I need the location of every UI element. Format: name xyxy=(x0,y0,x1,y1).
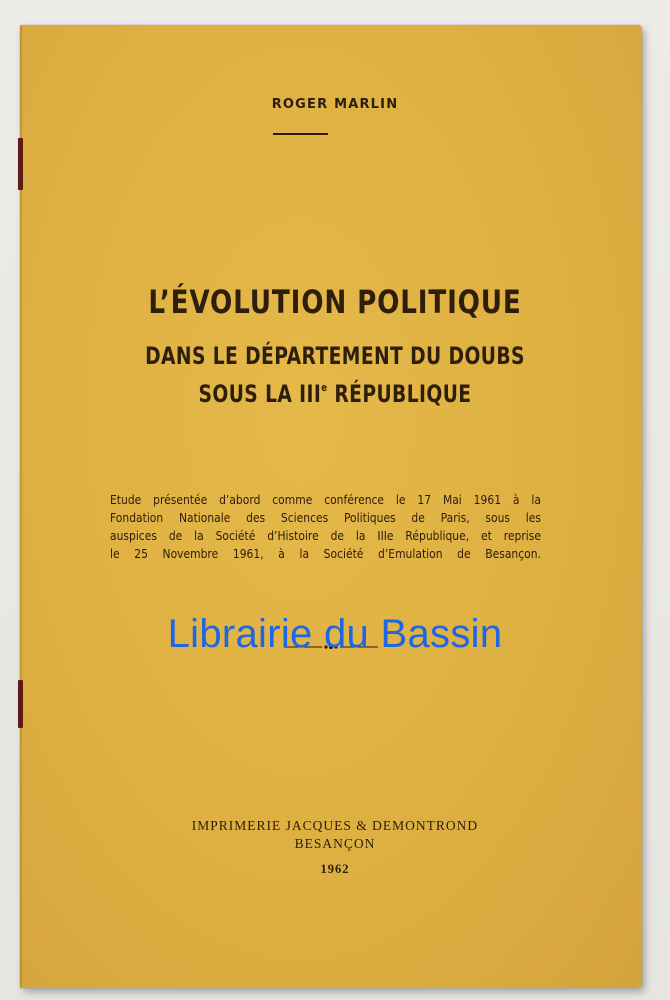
title-line-2: DANS LE DÉPARTEMENT DU DOUBS xyxy=(145,342,525,370)
description-line: Etude présentée d’abord comme conférence le 17 Mai 1961 à la xyxy=(110,492,541,507)
title-line-1: L’ÉVOLUTION POLITIQUE xyxy=(148,283,522,321)
staple-top xyxy=(18,138,23,190)
author-divider xyxy=(273,133,328,135)
title-line-3-pre: SOUS LA III xyxy=(198,380,322,408)
author-name: ROGER MARLIN xyxy=(271,97,399,112)
printer-city: BESANÇON xyxy=(294,836,376,851)
description-line: auspices de la Société d’Histoire de la IIIe République, et reprise xyxy=(110,528,541,543)
title-line-3-post: RÉPUBLIQUE xyxy=(327,380,472,408)
description xyxy=(110,491,542,563)
description-line: le 25 Novembre 1961, à la Société d’Emulation de Besançon. xyxy=(110,546,541,561)
title-line-3 xyxy=(74,380,597,408)
title-line-3-sup: e xyxy=(321,381,328,394)
staple-bottom xyxy=(18,680,23,728)
description-line: Fondation Nationale des Sciences Politiques de Paris, sous les xyxy=(110,510,541,525)
publication-year: 1962 xyxy=(320,862,350,876)
bookseller-watermark: Librairie du Bassin xyxy=(167,612,503,656)
printer-name: IMPRIMERIE JACQUES & DEMONTROND xyxy=(191,818,479,833)
